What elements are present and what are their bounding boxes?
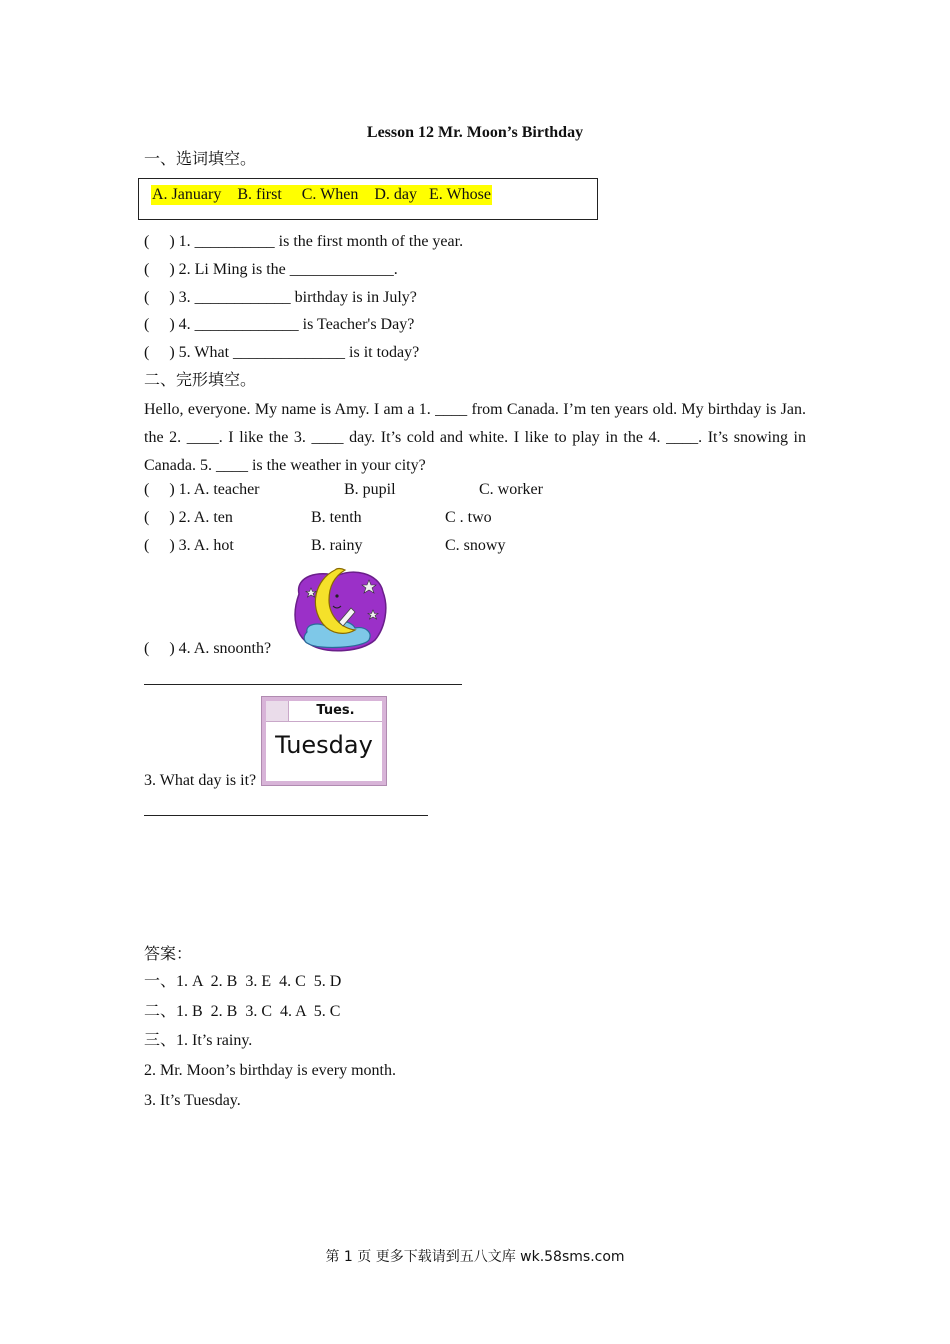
cloze-q2-c: C . two xyxy=(445,509,492,526)
answer-key-1: 一、1. A 2. B 3. E 4. C 5. D xyxy=(144,973,342,990)
answer-key-2: 二、1. B 2. B 3. C 4. A 5. C xyxy=(144,1003,341,1020)
fill-item-1: ( ) 1. __________ is the first month of the year. xyxy=(144,233,464,250)
fill-item-3: ( ) 3. ____________ birthday is in July? xyxy=(144,289,417,306)
cloze-q2-b: B. tenth xyxy=(311,509,362,526)
calendar-abbr: Tues. xyxy=(289,701,382,722)
page-footer: 第 1 页 更多下载请到五八文库 wk.58sms.com xyxy=(325,1249,625,1265)
cloze-q3-b: B. rainy xyxy=(311,537,363,554)
cloze-q1-b: B. pupil xyxy=(344,481,396,498)
word-bank: A. January B. first C. When D. day E. Whose xyxy=(152,186,491,203)
calendar-illustration xyxy=(261,696,387,786)
picture-question-text: 3. What day is it? xyxy=(144,772,257,789)
section2-heading: 二、完形填空。 xyxy=(144,372,257,389)
cloze-passage: Hello, everyone. My name is Amy. I am a 1. ____ from Canada. I’m ten years old. My birthday is Jan. the 2. ____. I like the 3. ____ day. It’s cold and white. I like to play in the 4. ____. It’s snowing in Canada. 5. ____ is the weather in your city? xyxy=(144,401,806,474)
cloze-q3-a: ( ) 3. A. hot xyxy=(144,537,234,554)
answer-line-1 xyxy=(144,684,462,685)
moon-illustration xyxy=(289,566,389,654)
cloze-q1-c: C. worker xyxy=(479,481,543,498)
cloze-q1-a: ( ) 1. A. teacher xyxy=(144,481,260,498)
calendar-corner xyxy=(266,701,289,722)
answer-key-5: 3. It’s Tuesday. xyxy=(144,1092,241,1109)
cloze-q3-c: C. snowy xyxy=(445,537,506,554)
answer-key-4: 2. Mr. Moon’s birthday is every month. xyxy=(144,1062,396,1079)
word-bank-box xyxy=(138,178,598,220)
answers-heading: 答案： xyxy=(144,946,193,963)
cloze-q4: ( ) 4. A. snoonth? xyxy=(144,640,272,657)
calendar-day: Tuesday xyxy=(275,731,373,759)
section1-heading: 一、选词填空。 xyxy=(144,151,257,168)
fill-item-2: ( ) 2. Li Ming is the _____________. xyxy=(144,261,398,278)
cloze-q2-a: ( ) 2. A. ten xyxy=(144,509,233,526)
fill-item-4: ( ) 4. _____________ is Teacher's Day? xyxy=(144,316,415,333)
answer-key-3: 三、1. It’s rainy. xyxy=(144,1032,253,1049)
answer-line-2 xyxy=(144,815,428,816)
page-title: Lesson 12 Mr. Moon’s Birthday xyxy=(366,124,584,141)
fill-item-5: ( ) 5. What ______________ is it today? xyxy=(144,344,420,361)
